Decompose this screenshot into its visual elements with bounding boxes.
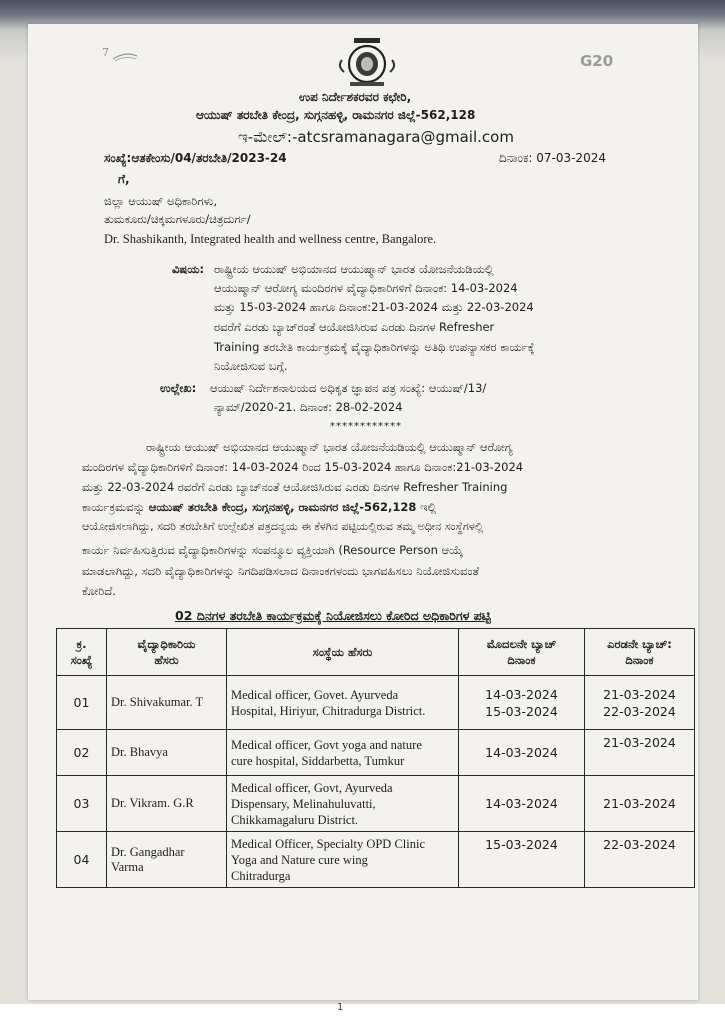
header-sl-line-1: ಕ್ರ. <box>76 637 87 651</box>
header-batch-2 <box>585 629 695 676</box>
row-doctor-name <box>107 730 227 776</box>
header-batch-1 <box>459 629 585 676</box>
header-batch-1-line-1: ಮೊದಲನೇ ಬ್ಯಾಚ್ <box>486 637 557 651</box>
row-batch-1-date-1: 15-03-2024 <box>485 837 558 852</box>
header-batch-2-line-1: ಎರಡನೇ ಬ್ಯಾಚ್: <box>607 637 672 651</box>
reference-note-line-1: ಆಯುಷ್ ನಿರ್ದೇಶನಾಲಯದ ಅಧಿಕೃತ ಜ್ಞಾಪನ ಪತ್ರ ಸಂಖ್ಯೆ: ಆಯುಷ್/13/ <box>210 381 487 395</box>
row-doctor-name <box>107 832 227 888</box>
officers-table <box>56 628 695 888</box>
row-batch-2-dates <box>585 776 695 832</box>
karnataka-emblem <box>334 38 400 88</box>
row-institution-line-2: Hospital, Hiriyur, Chitradurga District. <box>231 703 426 718</box>
row-institution-line-2: Yoga and Nature cure wing <box>231 852 368 867</box>
row-batch-1-dates <box>459 730 585 776</box>
row-batch-1-date-2: 15-03-2024 <box>485 703 558 719</box>
table-row <box>57 776 695 832</box>
body-line-1: ರಾಷ್ಟ್ರೀಯ ಆಯುಷ್ ಅಭಿಯಾನದ ಆಯುಷ್ಮಾನ್ ಭಾರತ ಯೋಜನೆಯಡಿಯಲ್ಲಿ ಆಯುಷ್ಮಾನ್ ಆರೋಗ್ಯ <box>146 440 513 454</box>
header-doctor <box>107 629 227 676</box>
row-institution-line-3: Chikkamagaluru District. <box>231 812 359 827</box>
subject-line-1: ರಾಷ್ಟ್ರೀಯ ಆಯುಷ್ ಅಭಿಯಾನದ ಆಯುಷ್ಮಾನ್ ಭಾರತ ಯೋಜನೆಯಡಿಯಲ್ಲಿ <box>214 262 494 276</box>
row-batch-2-date-2: 22-03-2024 <box>603 703 676 719</box>
row-sl: 04 <box>57 832 107 888</box>
table-header-row <box>57 629 695 676</box>
row-batch-2-dates <box>585 730 695 776</box>
subject-line-2: ಆಯುಷ್ಮಾನ್ ಆರೋಗ್ಯ ಮಂದಿರಗಳ ವೈದ್ಯಾಧಿಕಾರಿಗಳಿಗೆ ದಿನಾಂಕ: 14-03-2024 <box>214 281 518 295</box>
row-batch-2-dates <box>585 832 695 888</box>
letter-date: ದಿನಾಂಕ: 07-03-2024 <box>499 151 606 165</box>
header-doctor-line-1: ವೈದ್ಯಾಧಿಕಾರಿಯ <box>137 637 196 651</box>
body-line-5: ಆಯೋಜಿಸಲಾಗಿದ್ದು, ಸದರಿ ತರಬೇತಿಗೆ ಉಲ್ಲೇಖಿತ ಪತ್ರದನ್ವಯ ಈ ಕೆಳಗಿನ ಪಟ್ಟಿಯಲ್ಲಿರುವ ತಮ್ಮ ಅಧೀನ ಸಂಸ್ಥೆಗಳಲ್ಲಿ <box>82 520 484 533</box>
row-sl: 02 <box>57 730 107 776</box>
emblem-icon <box>334 38 400 88</box>
recipient-to: ಗೆ, <box>118 172 130 186</box>
row-doctor-name-line-1: Dr. Vikram. G.R <box>111 796 194 810</box>
header-sl-line-2: ಸಂಖ್ಯೆ <box>70 653 93 667</box>
header-batch-2-line-2: ದಿನಾಂಕ <box>625 653 654 667</box>
recipient-line-2: ತುಮಕೂರು/ಚಿಕ್ಕಮಗಳೂರು/ಚಿತ್ರದುರ್ಗ/ <box>104 212 251 226</box>
row-sl: 01 <box>57 676 107 730</box>
row-sl: 03 <box>57 776 107 832</box>
row-batch-1-date-1: 14-03-2024 <box>485 796 558 811</box>
body-line-2: ಮಂದಿರಗಳ ವೈದ್ಯಾಧಿಕಾರಿಗಳಿಗೆ ದಿನಾಂಕ: 14-03-2024 ರಿಂದ 15-03-2024 ಹಾಗೂ ದಿನಾಂಕ:21-03-2024 <box>82 460 524 474</box>
reference-note-line-2: ನ್ಯಾಮ್/2020-21. ದಿನಾಂಕ: 28-02-2024 <box>214 400 403 414</box>
row-institution <box>227 776 459 832</box>
row-batch-1-dates <box>459 776 585 832</box>
separator-stars: ************ <box>330 421 402 432</box>
body-line-4 <box>82 500 436 515</box>
reference-note-label: ಉಲ್ಲೇಖ: <box>160 381 197 395</box>
office-address: ಆಯುಷ್ ತರಬೇತಿ ಕೇಂದ್ರ, ಸುಗ್ಗನಹಳ್ಳಿ, ರಾಮನಗರ ಜಿಲ್ಲೆ-562,128 <box>196 108 476 122</box>
swoosh-icon <box>112 50 138 62</box>
row-doctor-name <box>107 676 227 730</box>
left-logo-text: 7 <box>102 46 109 59</box>
body-line-7: ಮಾಡಲಾಗಿದ್ದು, ಸದರಿ ವೈದ್ಯಾಧಿಕಾರಿಗಳನ್ನು ನಿಗದಿಪಡಿಸಲಾದ ದಿನಾಂಕಗಳಂದು ಭಾಗವಹಿಸಲು ನಿಯೋಜಿಸುವಂತೆ <box>82 564 480 578</box>
recipient-line-1: ಜಿಲ್ಲಾ ಆಯುಷ್ ಅಧಿಕಾರಿಗಳು, <box>104 194 218 208</box>
row-doctor-name-line-2: Varma <box>111 859 144 874</box>
row-doctor-name-line-1: Dr. Gangadhar <box>111 844 185 859</box>
subject-line-5: Training ತರಬೇತಿ ಕಾರ್ಯಕ್ರಮಕ್ಕೆ ವೈದ್ಯಾಧಿಕಾರಿಗಳನ್ನು ಅತಿಥಿ ಉಪನ್ಯಾಸಕರ ಕಾರ್ಯಕ್ಕೆ <box>214 340 535 354</box>
body-line-8: ಕೋರಿದೆ. <box>82 584 116 598</box>
row-doctor-name-line-1: Dr. Shivakumar. T <box>111 695 204 709</box>
g20-logo: G20 <box>580 52 614 70</box>
row-batch-1-dates <box>459 832 585 888</box>
row-institution <box>227 730 459 776</box>
subject-line-3: ಮತ್ತು 15-03-2024 ಹಾಗೂ ದಿನಾಂಕ:21-03-2024 ಮತ್ತು 22-03-2024 <box>214 300 534 314</box>
row-batch-2-date-1: 21-03-2024 <box>603 686 676 702</box>
recipient-line-3: Dr. Shashikanth, Integrated health and wellness centre, Bangalore. <box>104 232 437 246</box>
page-number: 1 <box>337 1002 344 1013</box>
row-doctor-name-line-1: Dr. Bhavya <box>111 745 168 759</box>
row-batch-2-date-1: 22-03-2024 <box>603 837 676 852</box>
body-line-4-post: ಇಲ್ಲಿ <box>420 500 437 514</box>
left-logo <box>102 46 142 68</box>
subject-label: ವಿಷಯ: <box>172 262 205 276</box>
row-batch-2-date-1: 21-03-2024 <box>603 796 676 811</box>
row-batch-1-date-1: 14-03-2024 <box>485 686 558 702</box>
table-row <box>57 832 695 888</box>
table-row <box>57 676 695 730</box>
subject-line-6: ನಿಯೋಜಿಸುವ ಬಗ್ಗೆ. <box>214 359 288 373</box>
header-doctor-line-2: ಹೆಸರು <box>154 653 179 667</box>
body-line-3: ಮತ್ತು 22-03-2024 ರವರೆಗೆ ಎರಡು ಬ್ಯಾಚ್‌ನಂತೆ ಆಯೋಜಿಸಿರುವ ಎರಡು ದಿನಗಳ Refresher Training <box>82 480 508 494</box>
reference-number: ಸಂಖ್ಯೆ:ಆತಕೇಂಸು/04/ತರಬೇತಿ/2023-24 <box>104 151 287 165</box>
row-institution-line-1: Medical officer, Govt yoga and nature <box>231 737 422 752</box>
row-doctor-name <box>107 776 227 832</box>
header-institution: ಸಂಸ್ಥೆಯ ಹೆಸರು <box>227 629 459 676</box>
body-line-4-pre: ಕಾರ್ಯಕ್ರಮವನ್ನು <box>82 500 146 514</box>
table-row <box>57 730 695 776</box>
row-batch-2-dates <box>585 676 695 730</box>
office-name: ಉಪ ನಿರ್ದೇಶಕರವರ ಕಛೇರಿ, <box>299 90 412 104</box>
row-institution <box>227 832 459 888</box>
row-batch-1-date-1: 14-03-2024 <box>485 745 558 760</box>
header-batch-1-line-2: ದಿನಾಂಕ <box>507 653 536 667</box>
row-institution-line-3: Chitradurga <box>231 868 291 883</box>
training-venue: ಆಯುಷ್ ತರಬೇತಿ ಕೇಂದ್ರ, ಸುಗ್ಗನಹಳ್ಳಿ, ರಾಮನಗರ ಜಿಲ್ಲೆ-562,128 <box>148 500 417 514</box>
row-batch-2-date-1: 21-03-2024 <box>603 735 676 750</box>
row-institution-line-1: Medical officer, Govet. Ayurveda <box>231 687 399 702</box>
body-line-6: ಕಾರ್ಯ ನಿರ್ವಹಿಸುತ್ತಿರುವ ವೈದ್ಯಾಧಿಕಾರಿಗಳನ್ನು ಸಂಪನ್ಮೂಲ ವ್ಯಕ್ತಿಯಾಗಿ (Resource Person ಆಯ್ಕೆ <box>82 543 463 557</box>
row-batch-1-dates <box>459 676 585 730</box>
table-title: 02 ದಿನಗಳ ತರಬೇತಿ ಕಾರ್ಯಕ್ರಮಕ್ಕೆ ನಿಯೋಜಿಸಲು ಕೋರಿದ ಅಧಿಕಾರಿಗಳ ಪಟ್ಟಿ <box>175 608 491 623</box>
header-sl <box>57 629 107 676</box>
subject-line-4: ರವರೆಗೆ ಎರಡು ಬ್ಯಾಚ್‌ರಂತೆ ಆಯೋಜಿಸಿರುವ ಎರಡು ದಿನಗಳ Refresher <box>214 320 495 334</box>
office-email: ಇ-ಮೇಲ್:-atcsramanagara@gmail.com <box>238 128 514 146</box>
row-institution <box>227 676 459 730</box>
row-institution-line-2: cure hospital, Siddarbetta, Tumkur <box>231 753 405 768</box>
row-institution-line-1: Medical Officer, Specialty OPD Clinic <box>231 836 426 851</box>
row-institution-line-2: Dispensary, Melinahuluvatti, <box>231 796 376 811</box>
row-institution-line-1: Medical officer, Govt, Ayurveda <box>231 780 393 795</box>
